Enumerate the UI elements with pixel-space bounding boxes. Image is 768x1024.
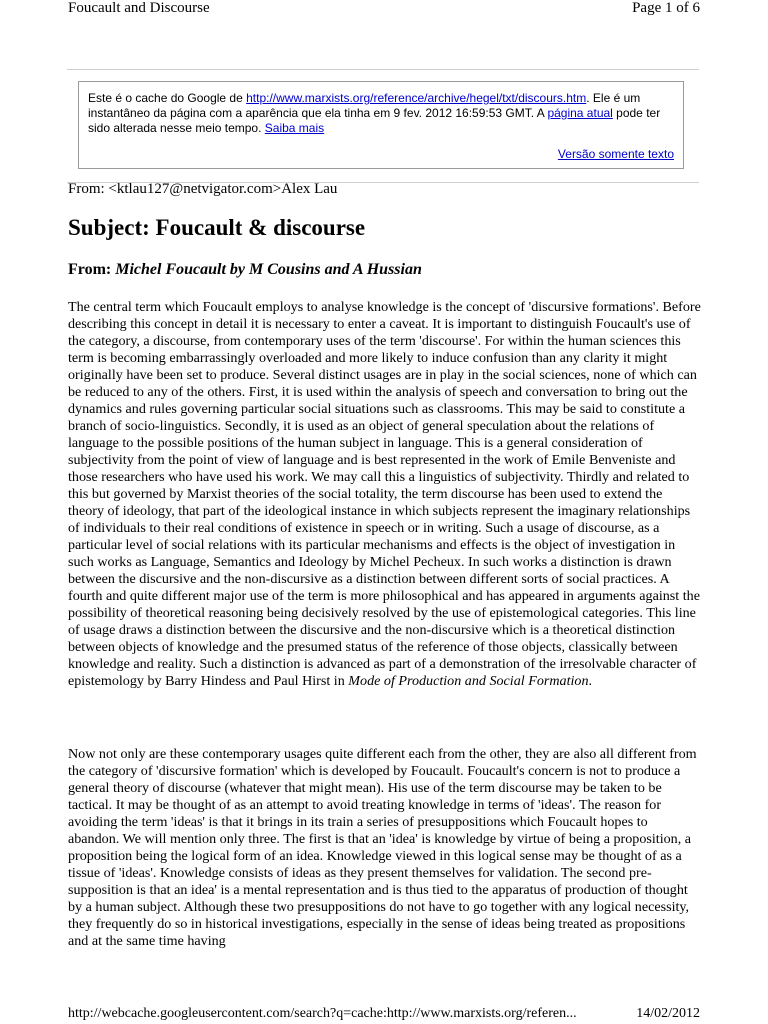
paragraph-1-end: . [588, 673, 593, 689]
body-paragraph-2: Now not only are these contemporary usages quite different each from the other, they are also all different from the category of 'discursive formation' which is developed by Foucault. Foucault's concern is not to produce a general theory of discourse (whatever that might mean). His use of the term discourse may be taken to be tactical. It may be thought of as an attempt to avoid treating knowledge in terms of 'ideas'. The reason for avoiding the term 'ideas' is that it brings in its train a series of presuppositions which Foucault hopes to abandon. We will mention only three. The first is that an 'idea' is knowledge by virtue of being a proposition, a proposition being the logical form of an idea. Knowledge viewed in this logical sense may be thought of as a tissue of 'ideas'. Knowledge consists of ideas as they present themselves for validation. The second pre-supposition is that an idea' is a mental representation and is thus tied to the apparatus of production of thought by a human subject. Although these two presuppositions do not have to go together with any logical necessity, they frequently do so in historical investigations, especially in the sense of ideas being treated as propositions and at the same time having [68, 746, 697, 949]
footer-url: http://webcache.googleusercontent.com/search?q=cache:http://www.marxists.org/referen... [68, 1006, 577, 1021]
cache-notice [78, 81, 684, 169]
cache-text-after: pode ter sido alterada nesse meio tempo. [88, 106, 661, 135]
page-indicator: Page 1 of 6 [632, 0, 700, 16]
cache-notice-text [88, 91, 680, 136]
email-subject: Subject: Foucault & discourse [68, 215, 366, 240]
source-heading [68, 261, 422, 279]
cache-text-middle: . Ele é um instantâneo da página com a aparência que ela tinha em 9 fev. 2012 16:59:53 GMT. A [88, 91, 641, 120]
body-paragraph-1 [68, 299, 701, 690]
current-page-link[interactable]: página atual [547, 106, 613, 120]
paragraph-1-text: The central term which Foucault employs to analyse knowledge is the concept of 'discursive formations'. Before describing this concept in detail it is necessary to enter a caveat. It is important to distinguish Foucault's use of the category, a discourse, from contemporary uses of the term 'discourse'. For within the human sciences this term is becoming embarrassingly overloaded and more likely to induce confusion than any clarity it might originally have been set to produce. Several distinct usages are in play in the social sciences, none of which can be reduced to any of the others. First, it is used within the analysis of speech and conversation to bring out the dynamics and rules governing particular social situations such as classrooms. This may be said to constitute a branch of socio-linguistics. Secondly, it is used as an object of general speculation about the relations of language to the possible positions of the human subject in language. This is a general consideration of subjectivity from the point of view of language and is best represented in the work of Emile Benveniste and those researchers who have used his work. We may call this a linguistics of subjectivity. Thirdly and related to this but governed by Marxist theories of the social totality, the term discourse has been used to extend the theory of ideology, that part of the ideological instance in which subjects represent the imaginary relationships of individuals to their real conditions of existence in speech or in writing. Such a usage of discourse, as a particular level of social relations with its particular mechanisms and effects is the object of investigation in such works as Language, Semantics and Ideology by Michel Pecheux. In such works a distinction is drawn between the discursive and the non-discursive as a distinction between different sorts of social practices. A fourth and quite different major use of the term is more philosophical and has appeared in arguments against the possibility of theoretical reasoning being decisively resolved by the use of epistemological categories. This line of usage draws a distinction between the discursive and the non-discursive which is a theoretical distinction between objects of knowledge and the presumed status of the reference of those objects, classically between knowledge and reality. Such a distinction is advanced as part of a demonstration of the irresolvable character of epistemology by Barry Hindess and Paul Hirst in [68, 299, 701, 689]
learn-more-link[interactable]: Saiba mais [264, 121, 325, 135]
cache-notice-frame [67, 69, 699, 183]
document-title: Foucault and Discourse [68, 0, 210, 16]
cache-text-before: Este é o cache do Google de [88, 91, 247, 105]
cached-url-link[interactable]: http://www.marxists.org/reference/archive/hegel/txt/discours.htm [246, 91, 587, 105]
source-prefix: From: [68, 261, 116, 278]
footer-date: 14/02/2012 [636, 1006, 700, 1021]
source-title: Michel Foucault by M Cousins and A Hussian [115, 261, 422, 278]
text-only-version-link[interactable]: Versão somente texto [557, 147, 674, 161]
email-from-line: From: <ktlau127@netvigator.com>Alex Lau [68, 181, 338, 197]
book-title: Mode of Production and Social Formation [348, 673, 589, 689]
